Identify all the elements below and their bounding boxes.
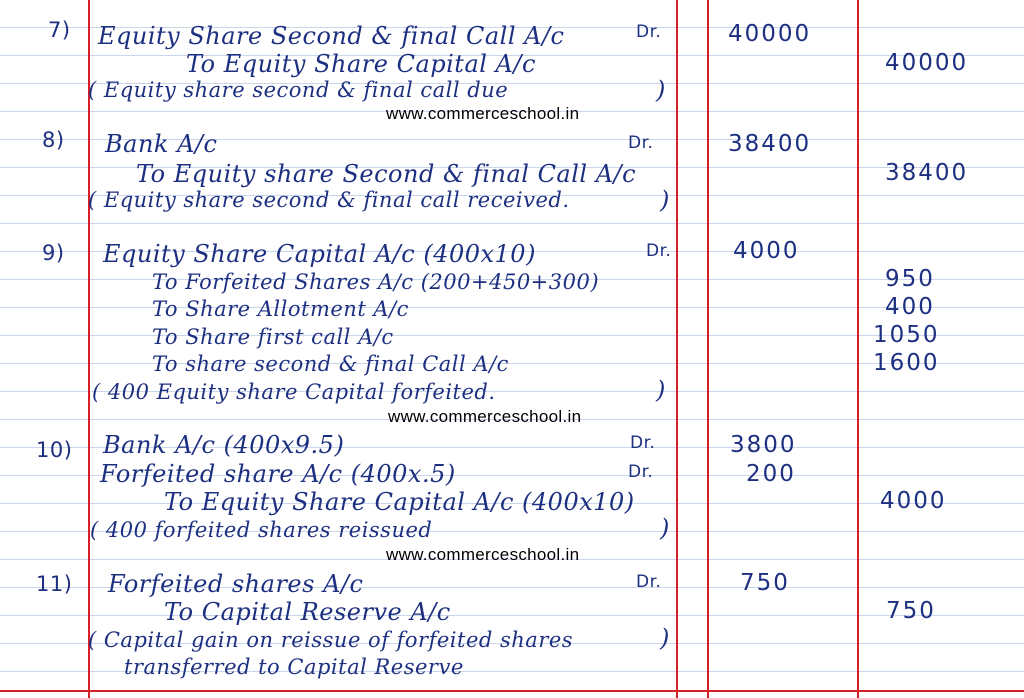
credit-account: To share second & final Call A/c (152, 352, 509, 376)
debit-amount: 3800 (730, 432, 797, 458)
watermark: www.commerceschool.in (388, 407, 582, 426)
narration-close: ) (660, 624, 670, 652)
narration-close: ) (656, 76, 666, 104)
debit-account: Equity Share Second & final Call A/c (98, 22, 565, 50)
credit-account: To Equity Share Capital A/c (400x10) (164, 488, 635, 516)
debit-account: Bank A/c (105, 130, 218, 158)
watermark: www.commerceschool.in (386, 545, 580, 564)
credit-amount: 400 (885, 294, 935, 320)
entry-number: 7) (48, 18, 71, 42)
dr-marker: Dr. (646, 241, 672, 261)
narration: ( 400 Equity share Capital forfeited. (92, 380, 496, 404)
narration: ( Equity share second & final call due (88, 78, 509, 102)
entry-number: 8) (42, 128, 65, 152)
credit-amount: 1600 (873, 350, 940, 376)
debit-account: Forfeited shares A/c (108, 570, 364, 598)
margin-line-left (88, 0, 90, 698)
debit-account: Forfeited share A/c (400x.5) (100, 460, 456, 488)
credit-account: To Equity Share Capital A/c (186, 50, 536, 78)
bottom-rule (0, 690, 1024, 692)
narration-continued: transferred to Capital Reserve (124, 655, 464, 679)
narration-close: ) (660, 514, 670, 542)
watermark: www.commerceschool.in (386, 104, 580, 123)
debit-account: Equity Share Capital A/c (400x10) (103, 240, 536, 268)
narration-close: ) (656, 376, 666, 404)
dr-marker: Dr. (636, 22, 662, 42)
entry-number: 11) (36, 572, 73, 596)
credit-amount: 40000 (885, 50, 969, 76)
debit-amount: 4000 (733, 238, 800, 264)
credit-amount: 750 (886, 598, 936, 624)
narration-close: ) (660, 186, 670, 214)
debit-amount: 40000 (728, 21, 812, 47)
credit-account: To Equity share Second & final Call A/c (136, 160, 637, 188)
entry-number: 9) (42, 241, 65, 265)
credit-account: To Share first call A/c (152, 325, 394, 349)
narration: ( Capital gain on reissue of forfeited shares (88, 628, 574, 652)
credit-account: To Capital Reserve A/c (164, 598, 451, 626)
credit-amount: 950 (885, 266, 935, 292)
dr-marker: Dr. (628, 462, 654, 482)
credit-amount: 38400 (885, 160, 969, 186)
debit-amount: 200 (746, 461, 796, 487)
debit-amount: 38400 (728, 131, 812, 157)
column-line-particulars (676, 0, 678, 698)
credit-amount: 4000 (880, 488, 947, 514)
entry-number: 10) (36, 438, 73, 462)
credit-account: To Share Allotment A/c (152, 297, 409, 321)
credit-account: To Forfeited Shares A/c (200+450+300) (152, 270, 600, 294)
dr-marker: Dr. (628, 133, 654, 153)
dr-marker: Dr. (636, 572, 662, 592)
narration: ( 400 forfeited shares reissued (90, 518, 433, 542)
debit-account: Bank A/c (400x9.5) (103, 431, 345, 459)
dr-marker: Dr. (630, 433, 656, 453)
column-line-debit (707, 0, 709, 698)
credit-amount: 1050 (873, 322, 940, 348)
debit-amount: 750 (740, 570, 790, 596)
narration: ( Equity share second & final call received. (88, 188, 570, 212)
column-line-credit (857, 0, 859, 698)
